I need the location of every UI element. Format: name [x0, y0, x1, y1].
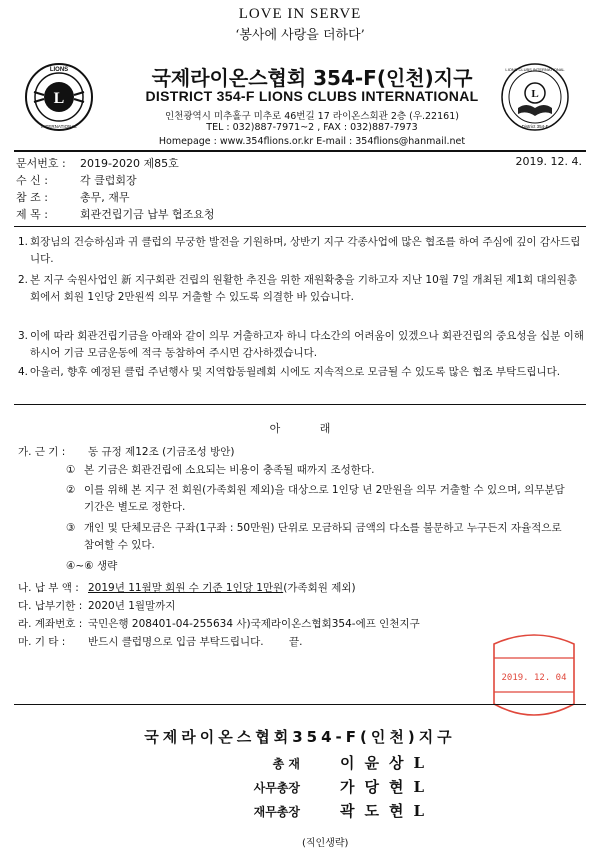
- document-date: 2019. 12. 4.: [515, 155, 582, 168]
- stamp-date: 2019. 12. 04: [501, 673, 567, 683]
- org-name-korean: 국제라이온스협회 354-F(인천)지구: [151, 66, 473, 90]
- paragraph-number: 2.: [18, 274, 29, 286]
- paragraph-number: 1.: [18, 236, 29, 248]
- paragraph-text: 본 지구 숙원사업인 新 지구회관 건립의 원활한 추진을 위한 재원확충을 기하고자 지난 10월 7일 개최된 제1회 대의원총회에서 회원 1인당 2만원씩 의무 거출할 수 있도록 의결한 바 있습니다.: [30, 274, 578, 303]
- section-ra: [18, 616, 420, 631]
- section-ra-value: 국민은행 208401-04-255634 사)국제라이온스협회354-에프 인천지구: [88, 618, 420, 630]
- signatory-role: 재무총장: [253, 805, 300, 819]
- cc-row: [16, 189, 130, 205]
- logo-left-bottom-text: INTERNATIONAL: [41, 124, 77, 129]
- svg-text:L: L: [53, 90, 65, 107]
- paragraph-3: [18, 328, 584, 362]
- ga-item-3: [66, 520, 566, 554]
- item-text: 이를 위해 본 지구 전 회원(가족회원 제외)을 대상으로 1인당 년 2만원을 의무 거출할 수 있으며, 의무분담 기간은 별도로 정한다.: [84, 484, 565, 513]
- doc-number-label: 문서번호 :: [16, 157, 66, 170]
- paragraph-4: [18, 364, 584, 381]
- signatory-secretary: [200, 776, 500, 798]
- subject-divider: [14, 226, 586, 227]
- motto-english: LOVE IN SERVE: [238, 6, 362, 22]
- item-text: 개인 및 단체모금은 구좌(1구좌 : 50만원) 단위로 모금하되 금액의 다소를 불문하고 누구든지 자율적으로 참여할 수 있다.: [84, 522, 562, 551]
- signatory-role: 사무총장: [253, 781, 300, 795]
- paragraph-text: 아울러, 향후 예정된 클럽 주년행사 및 지역합동월례회 시에도 지속적으로 모금될 수 있도록 많은 협조 부탁드립니다.: [30, 366, 561, 378]
- paragraph-number: 3.: [18, 330, 29, 342]
- body-divider: [14, 404, 586, 405]
- logo-right-bottom-text: District 354-F: [521, 124, 549, 129]
- section-da: [18, 598, 175, 613]
- paragraph-text: 회장님의 건승하심과 귀 클럽의 무궁한 발전을 기원하며, 상반기 지구 각종사업에 많은 협조를 하여 주심에 깊이 감사드립니다.: [30, 236, 581, 265]
- logo-left-top-text: LIONS: [49, 67, 69, 73]
- recipient-row: [16, 172, 137, 188]
- web-email: Homepage : www.354flions.or.kr E-mail : 354flions@hanmail.net: [158, 136, 466, 147]
- section-na-value-rest: (가족회원 제외): [283, 582, 356, 594]
- section-na-value-underlined: 2019년 11월말 회원 수 기준 1인당 1만원: [88, 582, 284, 594]
- lions-emblem-icon: [24, 62, 94, 132]
- doc-number-row: [16, 155, 179, 171]
- tel-fax: TEL : 032)887-7971~2 , FAX : 032)887-7973: [206, 122, 418, 133]
- section-ga-value: 동 규정 제12조 (기금조성 방안): [88, 446, 235, 458]
- section-ga: [18, 444, 234, 459]
- end-mark: 끝.: [288, 636, 303, 648]
- item-mark: ②: [66, 484, 76, 496]
- paragraph-1: [18, 234, 584, 268]
- recipient-value: 각 클럽회장: [80, 174, 137, 187]
- footer-divider: [14, 704, 586, 705]
- paragraph-number: 4.: [18, 366, 29, 378]
- subject-label: 제 목 :: [16, 208, 48, 221]
- signatory-role: 총 재: [272, 757, 300, 771]
- section-ma-label: 마. 기 타 :: [18, 636, 66, 648]
- paragraph-2: [18, 272, 584, 306]
- header-divider: [14, 150, 586, 152]
- motto-korean: ‘봉사에 사랑을 더하다’: [235, 28, 365, 43]
- subject-row: [16, 206, 215, 222]
- item-text: 생략: [96, 560, 118, 572]
- svg-text:L: L: [531, 88, 539, 100]
- logo-right-top-text: LIONS CLUBS INTERNATIONAL: [505, 67, 565, 72]
- section-da-label: 다. 납부기한 :: [18, 600, 83, 612]
- cc-label: 참 조 :: [16, 191, 48, 204]
- signatory-governor: [200, 752, 500, 774]
- section-ma: [18, 634, 302, 649]
- section-na: [18, 580, 356, 595]
- item-mark: ③: [66, 522, 76, 534]
- org-name-english: DISTRICT 354-F LIONS CLUBS INTERNATIONAL: [145, 88, 479, 104]
- signatory-name: 이윤상L: [340, 754, 435, 772]
- doc-number-value: 2019-2020 제85호: [80, 157, 179, 170]
- lions-logo-left: [24, 62, 94, 132]
- seal-omitted-note: (직인생략): [302, 838, 349, 849]
- footer-org-name: 국제라이온스협회354-F(인천)지구: [144, 728, 456, 746]
- item-mark: ①: [66, 464, 76, 476]
- section-ra-label: 라. 계좌번호 :: [18, 618, 83, 630]
- section-na-label: 나. 납 부 액 :: [18, 582, 79, 594]
- paragraph-text: 이에 따라 회관건립기금을 아래와 같이 의무 거출하고자 하니 다소간의 어려움이 있겠으나 회관건립의 중요성을 십분 이해하시어 기금 모금운동에 적극 동참하여 주시면 감사하겠습니다.: [30, 330, 584, 359]
- ga-item-4: [66, 558, 566, 575]
- signatory-treasurer: [200, 800, 500, 822]
- item-mark: ④~⑥: [66, 560, 94, 572]
- cc-value: 총무, 재무: [80, 191, 130, 204]
- ga-item-1: [66, 462, 566, 479]
- below-heading: 아 래: [269, 422, 331, 435]
- address: 인천광역시 미추홀구 미추로 46번길 17 라이온스회관 2층 (우.22161): [165, 111, 459, 122]
- section-ga-label: 가. 근 기 :: [18, 446, 66, 458]
- signatory-name: 가당현L: [340, 778, 435, 796]
- section-ma-value: 반드시 클럽명으로 입금 부탁드립니다.: [88, 636, 264, 648]
- section-da-value: 2020년 1월말까지: [88, 600, 176, 612]
- ga-item-2: [66, 482, 566, 516]
- recipient-label: 수 신 :: [16, 174, 48, 187]
- stamp-icon: [484, 626, 584, 736]
- signatory-name: 곽도현L: [340, 802, 435, 820]
- item-text: 본 기금은 회관건립에 소요되는 비용이 충족될 때까지 조성한다.: [84, 464, 375, 476]
- received-stamp: [484, 626, 584, 736]
- subject-value: 회관건립기금 납부 협조요청: [80, 208, 215, 221]
